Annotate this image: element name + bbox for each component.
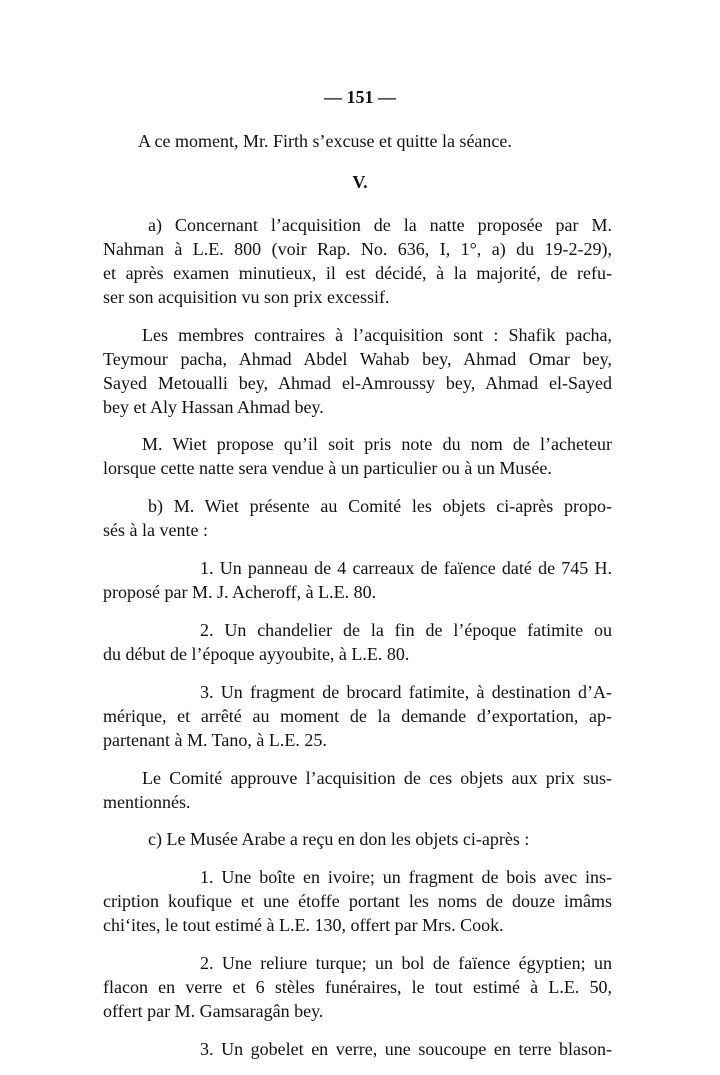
text-line: sés à la vente : xyxy=(103,520,208,540)
text-line: bey et Aly Hassan Ahmad bey. xyxy=(103,397,324,417)
text-line: 1. Un panneau de 4 carreaux de faïence daté de 745 H. xyxy=(200,558,612,578)
text-line: offert par M. Gamsaragân bey. xyxy=(103,1001,324,1021)
text-line: Sayed Metoualli bey, Ahmad el-Amroussy bey, Ahmad el-Sayed xyxy=(103,373,612,393)
text-line: Teymour pacha, Ahmad Abdel Wahab bey, Ahmad Omar bey, xyxy=(103,349,612,369)
text-line: c) Le Musée Arabe a reçu en don les objets ci-après : xyxy=(148,829,530,849)
text-line: mérique, et arrêté au moment de la demande d’exportation, ap- xyxy=(103,706,612,726)
text-line: b) M. Wiet présente au Comité les objets ci-après propo- xyxy=(148,496,612,516)
text-line: 2. Un chandelier de la fin de l’époque fatimite ou xyxy=(200,620,612,640)
intro-line: A ce moment, Mr. Firth s’excuse et quitte la séance. xyxy=(138,131,512,151)
page-number: — 151 — xyxy=(324,87,396,107)
text-line: cription koufique et une étoffe portant les noms de douze imâms xyxy=(103,891,612,911)
text-line: 2. Une reliure turque; un bol de faïence égyptien; un xyxy=(200,953,612,973)
text-line: 3. Un fragment de brocard fatimite, à destination d’A- xyxy=(200,682,612,702)
text-line: Nahman à L.E. 800 (voir Rap. No. 636, I, 1°, a) du 19-2-29), xyxy=(103,239,612,259)
text-line: a) Concernant l’acquisition de la natte proposée par M. xyxy=(148,215,612,235)
text-line: partenant à M. Tano, à L.E. 25. xyxy=(103,730,327,750)
text-line: lorsque cette natte sera vendue à un particulier ou à un Musée. xyxy=(103,458,552,478)
text-line: et après examen minutieux, il est décidé, à la majorité, de refu- xyxy=(103,263,612,283)
text-line: du début de l’époque ayyoubite, à L.E. 80. xyxy=(103,644,410,664)
text-line: M. Wiet propose qu’il soit pris note du nom de l’acheteur xyxy=(142,434,612,454)
text-line: Le Comité approuve l’acquisition de ces objets aux prix sus- xyxy=(142,768,612,788)
text-line: flacon en verre et 6 stèles funéraires, le tout estimé à L.E. 50, xyxy=(103,977,612,997)
text-line: proposé par M. J. Acheroff, à L.E. 80. xyxy=(103,582,377,602)
text-line: 1. Une boîte en ivoire; un fragment de bois avec ins- xyxy=(200,867,612,887)
text-line: Les membres contraires à l’acquisition sont : Shafik pacha, xyxy=(142,325,612,345)
text-line: mentionnés. xyxy=(103,792,191,812)
section-heading: V. xyxy=(352,172,368,192)
text-line: ser son acquisition vu son prix excessif. xyxy=(103,287,390,307)
text-line: chi‘ites, le tout estimé à L.E. 130, offert par Mrs. Cook. xyxy=(103,915,504,935)
text-line: 3. Un gobelet en verre, une soucoupe en terre blason- xyxy=(200,1039,612,1059)
